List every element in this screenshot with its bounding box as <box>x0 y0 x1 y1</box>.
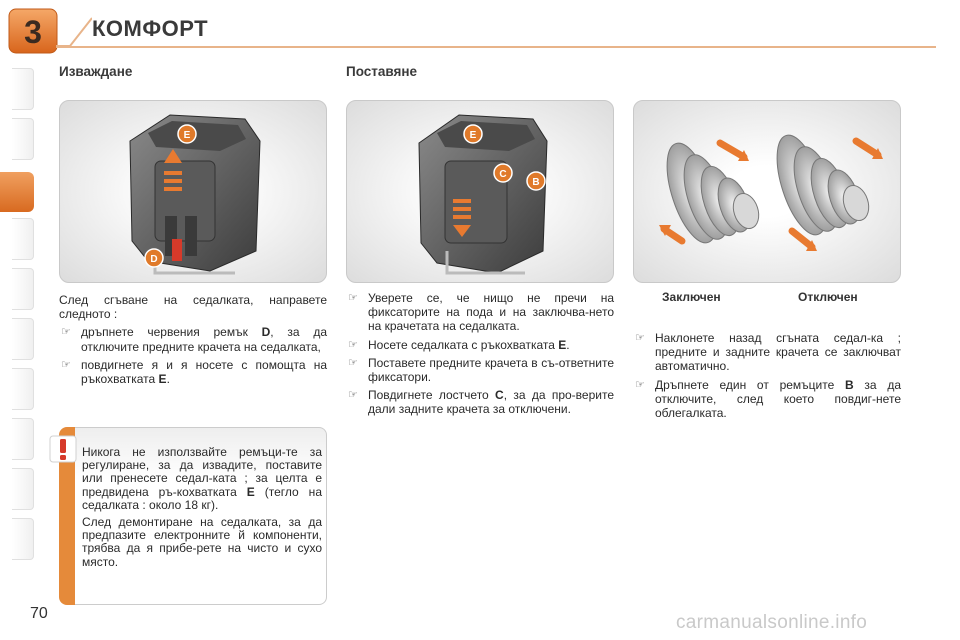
chapter-tab-8[interactable] <box>12 418 34 460</box>
backrest-step-1-text: Наклонете назад сгъната седал-ка ; предните и задните крачета се заключват автоматично. <box>655 331 901 374</box>
installation-step-1-text: Уверете се, че нищо не пречи на фиксаторите на пода и на заключва-нето на крачетата на седалката. <box>368 291 614 334</box>
installation-label-c: C <box>499 169 507 180</box>
lock-state-figure <box>633 100 901 283</box>
seat-removal-illustration <box>60 101 327 283</box>
exclamation-icon <box>49 435 77 463</box>
unlocked-caption: Отключен <box>798 290 858 304</box>
chapter-tabs <box>0 68 34 578</box>
bullet-hand-icon: ☞ <box>635 378 645 391</box>
chapter-tab-4[interactable] <box>12 218 34 260</box>
removal-step-2-text: повдигнете я и я носете с помощта на ръкохватката <box>81 357 327 387</box>
removal-heading: Изваждане <box>59 64 133 79</box>
removal-figure <box>59 100 327 283</box>
warning-paragraph-1 <box>82 446 322 512</box>
removal-step-1-key: D <box>261 325 271 340</box>
installation-step-2 <box>346 338 614 352</box>
removal-step-1 <box>59 325 327 353</box>
removal-label-d: D <box>150 254 158 265</box>
bullet-hand-icon: ☞ <box>61 358 71 371</box>
installation-label-e: E <box>469 130 477 141</box>
chapter-tab-6[interactable] <box>12 318 34 360</box>
backrest-step-2 <box>633 378 901 421</box>
chapter-badge <box>8 8 58 54</box>
warning-text <box>82 446 322 573</box>
lock-state-illustration <box>634 101 901 283</box>
installation-heading: Поставяне <box>346 64 418 79</box>
installation-step-3-text: Поставете предните крачета в съ-ответните фиксатори. <box>368 355 614 385</box>
warning-p1-text: Никога не използвайте ремъци-те за регулиране, за да извадите, поставите или пренесете седал-ката ; за целта е предвидена ръ-кохватката <box>82 445 322 499</box>
bullet-hand-icon: ☞ <box>348 356 358 369</box>
removal-step-1-text: дръпнете червения ремък <box>81 325 262 340</box>
removal-label-e: E <box>183 130 191 141</box>
chapter-title: КОМФОРТ <box>92 16 209 41</box>
locked-bellows <box>657 137 763 248</box>
chapter-tab-7[interactable] <box>12 368 34 410</box>
removal-step-2-tail: . <box>166 372 170 387</box>
page-number: 70 <box>30 605 48 622</box>
bullet-hand-icon: ☞ <box>348 338 358 351</box>
removal-intro: След сгъване на седалката, направете следното : <box>59 293 327 322</box>
backrest-step-2-key: B <box>845 377 854 392</box>
chapter-tab-1[interactable] <box>12 68 34 110</box>
installation-step-4 <box>346 388 614 416</box>
installation-step-3 <box>346 356 614 384</box>
chapter-tab-5[interactable] <box>12 268 34 310</box>
installation-text <box>346 291 614 421</box>
watermark: carmanualsonline.info <box>676 612 868 633</box>
locked-caption: Заключен <box>662 290 721 304</box>
bullet-hand-icon: ☞ <box>348 389 358 402</box>
chapter-number: 3 <box>24 14 42 50</box>
installation-step-2-tail: . <box>566 337 570 352</box>
seat-installation-illustration <box>347 101 614 283</box>
installation-step-1 <box>346 291 614 334</box>
bullet-hand-icon: ☞ <box>635 332 645 344</box>
warning-p1-key: E <box>246 484 255 499</box>
removal-step-2-key: E <box>158 372 167 387</box>
installation-figure <box>346 100 614 283</box>
removal-text <box>59 293 327 390</box>
installation-step-2-text: Носете седалката с ръкохватката <box>368 337 559 352</box>
installation-step-2-key: E <box>558 337 567 352</box>
backrest-text <box>633 331 901 424</box>
removal-step-2 <box>59 358 327 386</box>
removal-step-1-tail: , за да отключите предните крачета на седалката, <box>81 325 327 354</box>
installation-label-b: B <box>532 177 540 188</box>
warning-paragraph-2: След демонтиране на седалката, за да предпазите електронните й компоненти, трябва да я прибе-рете на чисто и сухо място. <box>82 515 322 569</box>
chapter-tab-9[interactable] <box>12 468 34 510</box>
backrest-step-2-text: Дръпнете един от ремъците <box>655 377 846 392</box>
bullet-hand-icon: ☞ <box>61 326 71 339</box>
installation-step-4-text: Повдигнете лостчето <box>368 388 496 403</box>
header-divider <box>56 46 936 48</box>
backrest-step-1 <box>633 331 901 374</box>
warning-p1-tail: (тегло на седалката : около 18 кг). <box>82 484 322 512</box>
chapter-tab-3-active[interactable] <box>0 172 34 212</box>
bullet-hand-icon: ☞ <box>348 292 358 304</box>
backrest-step-2-tail: за да отключите, след което повдиг-нете облегалката. <box>655 377 901 421</box>
header-wedge <box>56 8 92 48</box>
chapter-tab-10[interactable] <box>12 518 34 560</box>
unlocked-bellows <box>767 129 883 251</box>
installation-step-4-key: C <box>495 388 504 403</box>
chapter-tab-2[interactable] <box>12 118 34 160</box>
installation-step-4-tail: , за да про-верите дали задните крачета за отключени. <box>368 388 614 417</box>
